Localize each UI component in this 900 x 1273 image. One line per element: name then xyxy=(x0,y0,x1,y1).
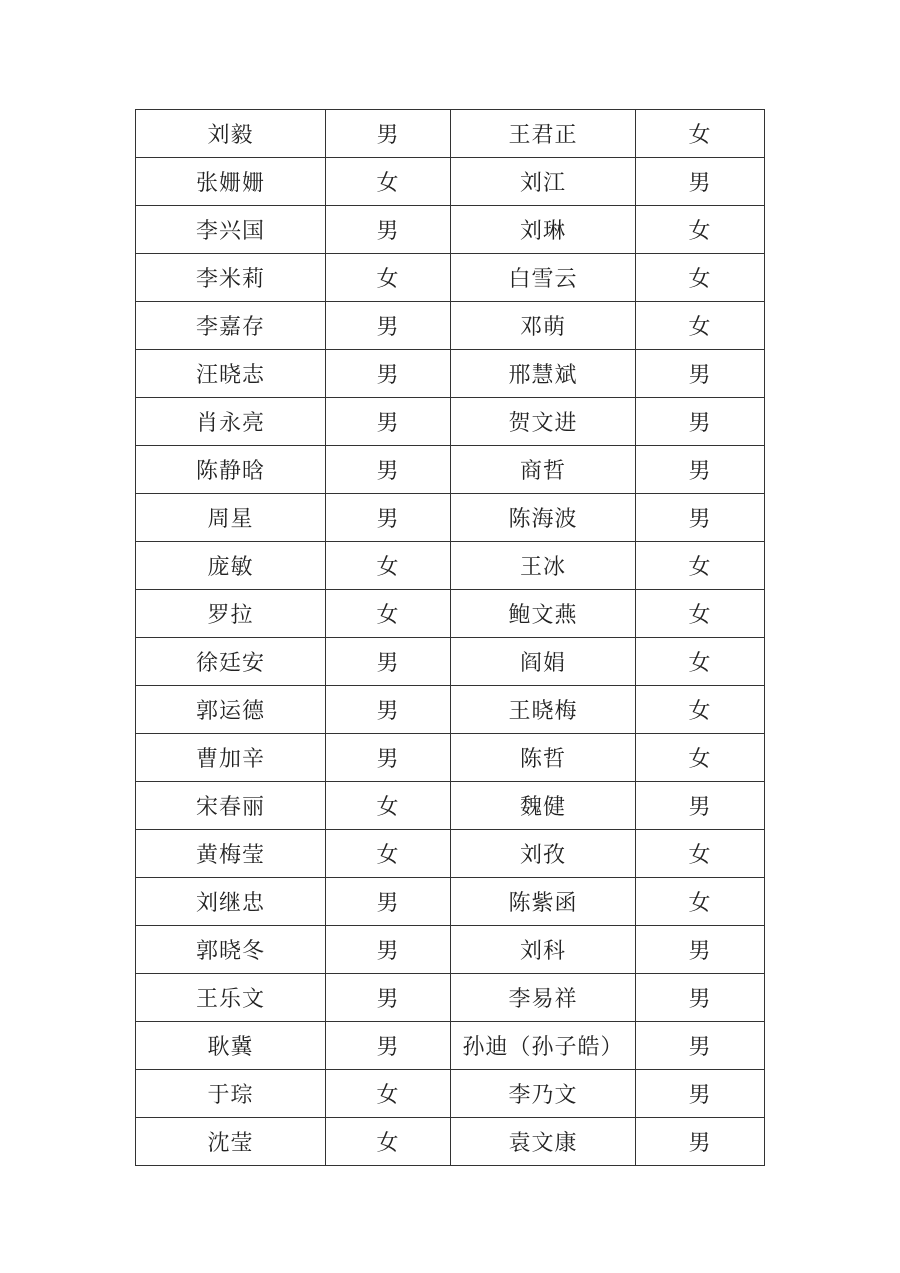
gender-cell: 女 xyxy=(326,590,451,638)
gender-cell: 男 xyxy=(326,686,451,734)
gender-cell: 男 xyxy=(636,446,765,494)
gender-cell: 女 xyxy=(636,590,765,638)
table-row xyxy=(136,350,765,398)
name-cell: 刘江 xyxy=(451,158,636,206)
table-row xyxy=(136,1070,765,1118)
gender-cell: 女 xyxy=(326,158,451,206)
table-row xyxy=(136,830,765,878)
table-row xyxy=(136,254,765,302)
gender-cell: 女 xyxy=(636,638,765,686)
name-cell: 王晓梅 xyxy=(451,686,636,734)
gender-cell: 女 xyxy=(636,302,765,350)
name-cell: 王君正 xyxy=(451,110,636,158)
name-cell: 王冰 xyxy=(451,542,636,590)
gender-cell: 女 xyxy=(326,254,451,302)
gender-cell: 男 xyxy=(636,158,765,206)
gender-cell: 男 xyxy=(326,494,451,542)
name-cell: 邢慧斌 xyxy=(451,350,636,398)
name-cell: 陈紫函 xyxy=(451,878,636,926)
table-row xyxy=(136,494,765,542)
table-row xyxy=(136,782,765,830)
table-row xyxy=(136,638,765,686)
table-row xyxy=(136,1022,765,1070)
gender-cell: 男 xyxy=(636,1118,765,1166)
gender-cell: 男 xyxy=(326,638,451,686)
name-cell: 鲍文燕 xyxy=(451,590,636,638)
name-cell: 贺文进 xyxy=(451,398,636,446)
name-cell: 陈哲 xyxy=(451,734,636,782)
roster-table-body xyxy=(136,110,765,1166)
table-row xyxy=(136,734,765,782)
gender-cell: 男 xyxy=(326,110,451,158)
name-cell: 孙迪（孙子皓） xyxy=(451,1022,636,1070)
gender-cell: 男 xyxy=(326,1022,451,1070)
name-cell: 王乐文 xyxy=(136,974,326,1022)
gender-cell: 女 xyxy=(326,782,451,830)
name-cell: 阎娟 xyxy=(451,638,636,686)
table-row xyxy=(136,446,765,494)
name-cell: 陈静晗 xyxy=(136,446,326,494)
gender-cell: 男 xyxy=(636,782,765,830)
name-cell: 罗拉 xyxy=(136,590,326,638)
gender-cell: 男 xyxy=(326,974,451,1022)
name-cell: 刘毅 xyxy=(136,110,326,158)
table-row xyxy=(136,398,765,446)
gender-cell: 男 xyxy=(636,1070,765,1118)
name-cell: 于琮 xyxy=(136,1070,326,1118)
gender-cell: 女 xyxy=(636,830,765,878)
table-row xyxy=(136,158,765,206)
gender-cell: 男 xyxy=(326,302,451,350)
gender-cell: 男 xyxy=(636,494,765,542)
name-cell: 刘继忠 xyxy=(136,878,326,926)
gender-cell: 男 xyxy=(636,350,765,398)
name-cell: 刘琳 xyxy=(451,206,636,254)
gender-cell: 女 xyxy=(326,542,451,590)
name-cell: 汪晓志 xyxy=(136,350,326,398)
name-cell: 李嘉存 xyxy=(136,302,326,350)
gender-cell: 女 xyxy=(326,830,451,878)
name-cell: 徐廷安 xyxy=(136,638,326,686)
table-row xyxy=(136,302,765,350)
name-cell: 周星 xyxy=(136,494,326,542)
name-cell: 白雪云 xyxy=(451,254,636,302)
name-cell: 李兴国 xyxy=(136,206,326,254)
gender-cell: 男 xyxy=(326,878,451,926)
name-cell: 耿冀 xyxy=(136,1022,326,1070)
name-cell: 黄梅莹 xyxy=(136,830,326,878)
gender-cell: 男 xyxy=(326,398,451,446)
name-cell: 袁文康 xyxy=(451,1118,636,1166)
name-cell: 曹加辛 xyxy=(136,734,326,782)
name-cell: 郭晓冬 xyxy=(136,926,326,974)
gender-cell: 男 xyxy=(326,734,451,782)
gender-cell: 女 xyxy=(636,542,765,590)
gender-cell: 男 xyxy=(636,1022,765,1070)
name-cell: 商哲 xyxy=(451,446,636,494)
name-cell: 宋春丽 xyxy=(136,782,326,830)
table-row xyxy=(136,110,765,158)
table-row xyxy=(136,590,765,638)
gender-cell: 女 xyxy=(636,254,765,302)
name-cell: 肖永亮 xyxy=(136,398,326,446)
gender-cell: 女 xyxy=(636,686,765,734)
gender-cell: 女 xyxy=(326,1118,451,1166)
gender-cell: 男 xyxy=(636,398,765,446)
table-row xyxy=(136,878,765,926)
name-cell: 刘科 xyxy=(451,926,636,974)
name-cell: 庞敏 xyxy=(136,542,326,590)
name-cell: 张姗姗 xyxy=(136,158,326,206)
table-row xyxy=(136,206,765,254)
gender-cell: 男 xyxy=(326,926,451,974)
roster-sheet xyxy=(135,109,764,1166)
table-row xyxy=(136,974,765,1022)
name-cell: 魏健 xyxy=(451,782,636,830)
gender-cell: 男 xyxy=(326,446,451,494)
gender-cell: 女 xyxy=(636,878,765,926)
table-row xyxy=(136,1118,765,1166)
gender-cell: 女 xyxy=(636,734,765,782)
name-cell: 李乃文 xyxy=(451,1070,636,1118)
gender-cell: 男 xyxy=(326,206,451,254)
gender-cell: 女 xyxy=(636,206,765,254)
name-cell: 李米莉 xyxy=(136,254,326,302)
gender-cell: 男 xyxy=(326,350,451,398)
table-row xyxy=(136,542,765,590)
name-cell: 李易祥 xyxy=(451,974,636,1022)
gender-cell: 男 xyxy=(636,926,765,974)
name-cell: 刘孜 xyxy=(451,830,636,878)
name-cell: 陈海波 xyxy=(451,494,636,542)
table-row xyxy=(136,926,765,974)
table-row xyxy=(136,686,765,734)
gender-cell: 女 xyxy=(636,110,765,158)
name-cell: 郭运德 xyxy=(136,686,326,734)
roster-table xyxy=(135,109,765,1166)
name-cell: 沈莹 xyxy=(136,1118,326,1166)
gender-cell: 男 xyxy=(636,974,765,1022)
name-cell: 邓萌 xyxy=(451,302,636,350)
gender-cell: 女 xyxy=(326,1070,451,1118)
